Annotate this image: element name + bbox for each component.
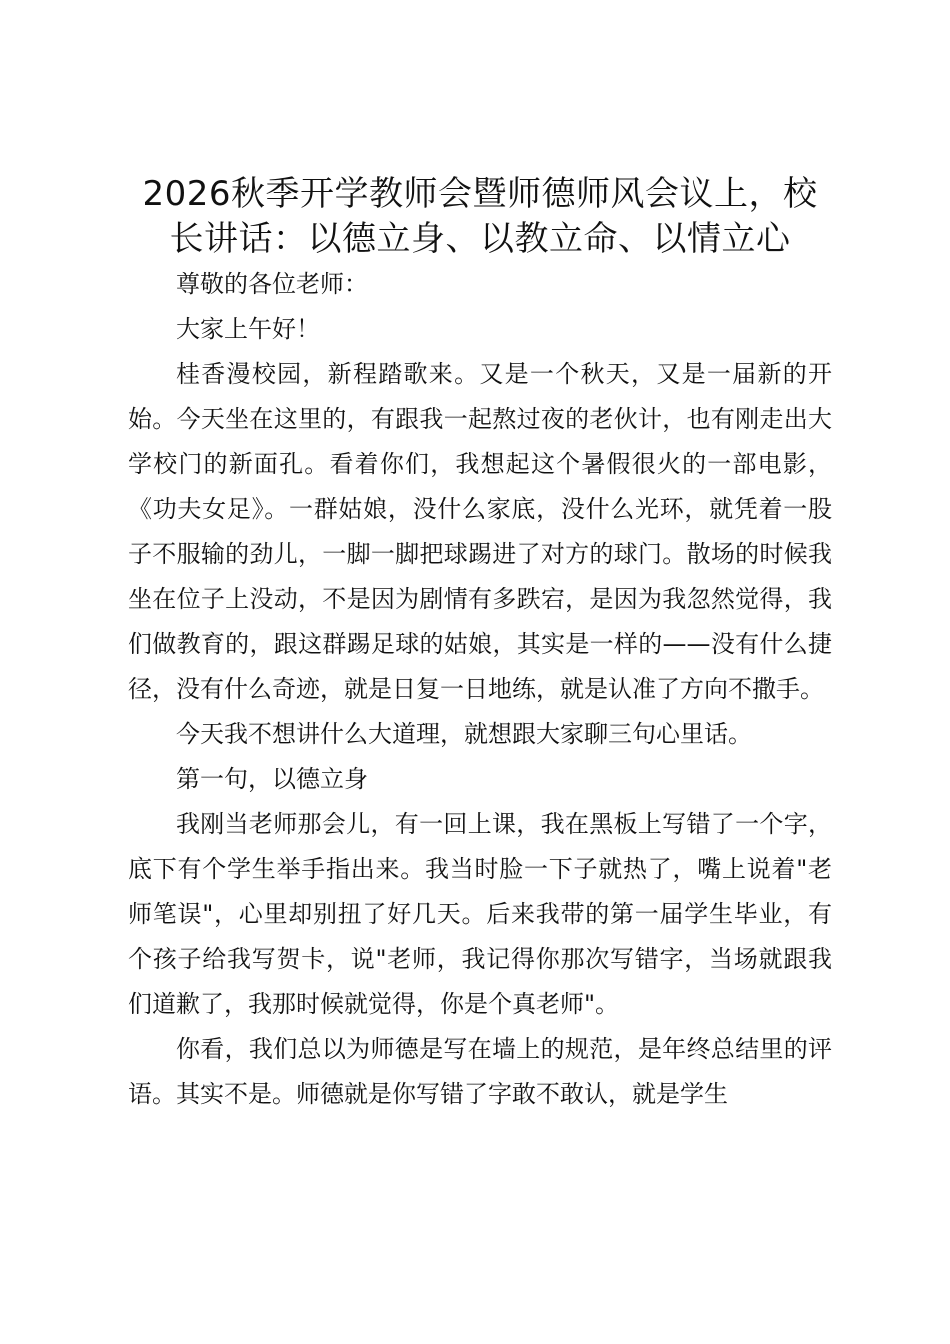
- salutation: 尊敬的各位老师：: [176, 270, 368, 298]
- body-paragraph: 你看，我们总以为师德是写在墙上的规范，是年终总结里的评语。其实不是。师德就是你写错了字敢不敢认，就是学生: [128, 1035, 832, 1108]
- title-line-2: 长讲话：以德立身、以教立命、以情立心: [169, 219, 791, 259]
- section-heading: 第一句，以德立身: [176, 765, 368, 793]
- body-paragraph: 我刚当老师那会儿，有一回上课，我在黑板上写错了一个字，底下有个学生举手指出来。我当时脸一下子就热了，嘴上说着"老师笔误"，心里却别扭了好几天。后来我带的第一届学生毕业，有个孩子给我写贺卡，说"老师，我记得你那次写错字，当场就跟我们道歉了，我那时候就觉得，你是个真老师"。: [128, 810, 832, 1018]
- title-line-1: 2026秋季开学教师会暨师德师风会议上，校: [142, 174, 818, 214]
- body-paragraph: 今天我不想讲什么大道理，就想跟大家聊三句心里话。: [176, 720, 752, 748]
- document-page: [128, 172, 832, 1117]
- greeting: 大家上午好！: [176, 315, 320, 343]
- document-title: [120, 172, 840, 262]
- body-paragraph: 桂香漫校园，新程踏歌来。又是一个秋天，又是一届新的开始。今天坐在这里的，有跟我一起熬过夜的老伙计，也有刚走出大学校门的新面孔。看着你们，我想起这个暑假很火的一部电影，《功夫女足》。一群姑娘，没什么家底，没什么光环，就凭着一股子不服输的劲儿，一脚一脚把球踢进了对方的球门。散场的时候我坐在位子上没动，不是因为剧情有多跌宕，是因为我忽然觉得，我们做教育的，跟这群踢足球的姑娘，其实是一样的——没有什么捷径，没有什么奇迹，就是日复一日地练，就是认准了方向不撒手。: [128, 360, 832, 703]
